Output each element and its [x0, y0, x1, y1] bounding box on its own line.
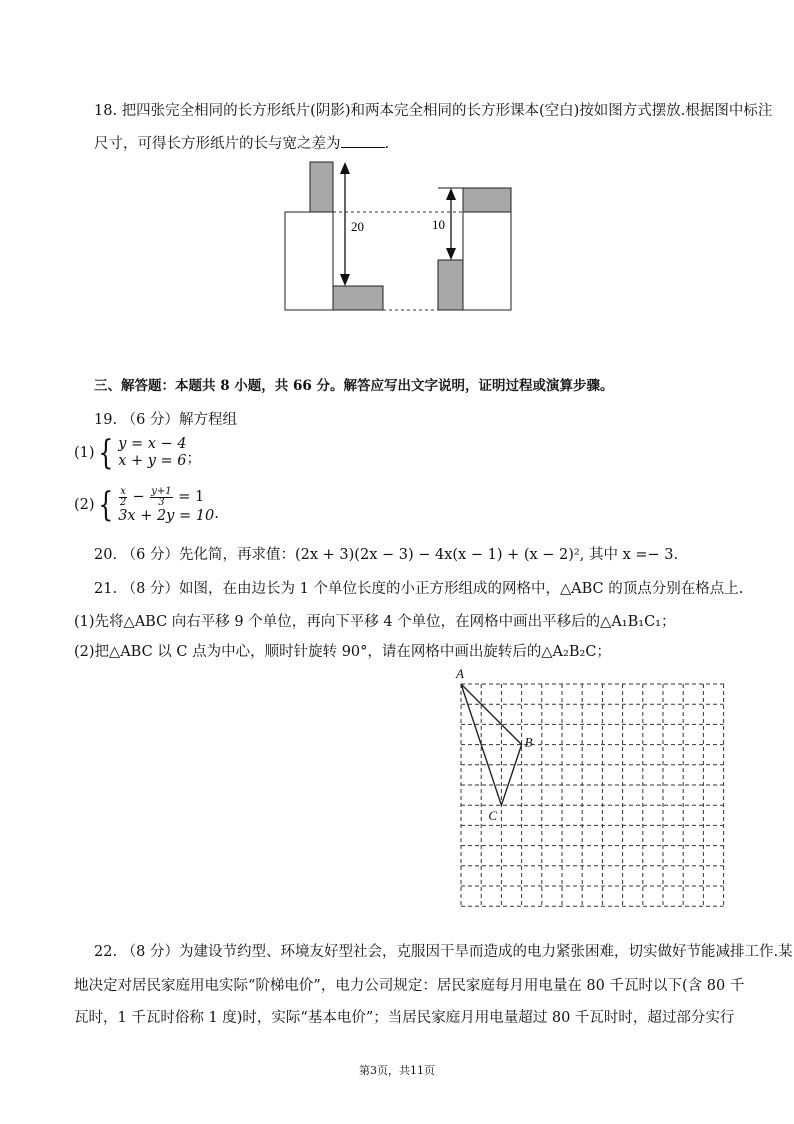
q19-p2-end: .	[214, 506, 219, 522]
q18-line2-text: 尺寸，可得长方形纸片的长与宽之差为	[94, 136, 341, 152]
q22-line2: 地决定对居民家庭用电实际“阶梯电价”，电力公司规定：居民家庭每月用电量在 80 千瓦时以下(含 80 千	[74, 978, 745, 994]
q19-p2-eq2: 3x + 2y = 10	[118, 508, 215, 524]
brace: {	[97, 485, 113, 525]
section-3-heading: 三、解答题：本题共 8 小题，共 66 分。解答应写出文字说明，证明过程或演算步骤。	[94, 378, 614, 394]
fraction: $\frac{y+1}{3}$	[151, 485, 172, 508]
brace: {	[97, 433, 113, 473]
fraction: $\frac{x}{2}$	[119, 485, 127, 508]
q21-line3: (2)把△ABC 以 C 点为中心，顺时针旋转 90°，请在网格中画出旋转后的△A₂B₂C；	[74, 644, 611, 660]
q18-line1: 18. 把四张完全相同的长方形纸片(阴影)和两本完全相同的长方形课本(空白)按如图方式摆放.根据图中标注	[94, 103, 773, 119]
q19-title: 19. （6 分）解方程组	[94, 412, 238, 428]
label-20: 20	[351, 219, 364, 234]
q19-p1-eq2: x + y = 6	[118, 453, 187, 469]
vertex-label-a: A	[456, 666, 464, 681]
q22-line3: 瓦时，1 千瓦时俗称 1 度)时，实际“基本电价”；当居民家庭月用电量超过 80 千瓦时时，超过部分实行	[74, 1010, 735, 1026]
vertex-label-c: C	[488, 808, 498, 824]
page-footer: 第3页，共11页	[359, 1064, 435, 1077]
q18-line2-period: .	[384, 136, 390, 152]
q19-p2-label: (2)	[74, 497, 95, 513]
q19-p1-label: (1)	[74, 445, 95, 461]
q19-p1-end: ；	[186, 451, 202, 467]
q20-text: 20. （6 分）先化简，再求值：(2x + 3)(2x − 3) − 4x(x − 1) + (x − 2)², 其中 x =− 3.	[94, 547, 679, 563]
label-10: 10	[432, 217, 445, 232]
vertex-label-b: B	[524, 734, 533, 750]
q22-line1: 22. （8 分）为建设节约型、环境友好型社会，克服因干旱而造成的电力紧张困难，切实做好节能减排工作.某	[94, 944, 793, 960]
q21-line2: (1)先将△ABC 向右平移 9 个单位，再向下平移 4 个单位，在网格中画出平移后的△A₁B₁C₁；	[74, 614, 676, 630]
q21-line1: 21. （8 分）如图，在由边长为 1 个单位长度的小正方形组成的网格中，△ABC 的顶点分别在格点上.	[94, 581, 744, 597]
q19-p2-eq1: $\frac{x}{2}$ − $\frac{y+1}{3}$ = 1	[119, 485, 205, 508]
q19-p1-eq1: y = x − 4	[118, 436, 187, 452]
